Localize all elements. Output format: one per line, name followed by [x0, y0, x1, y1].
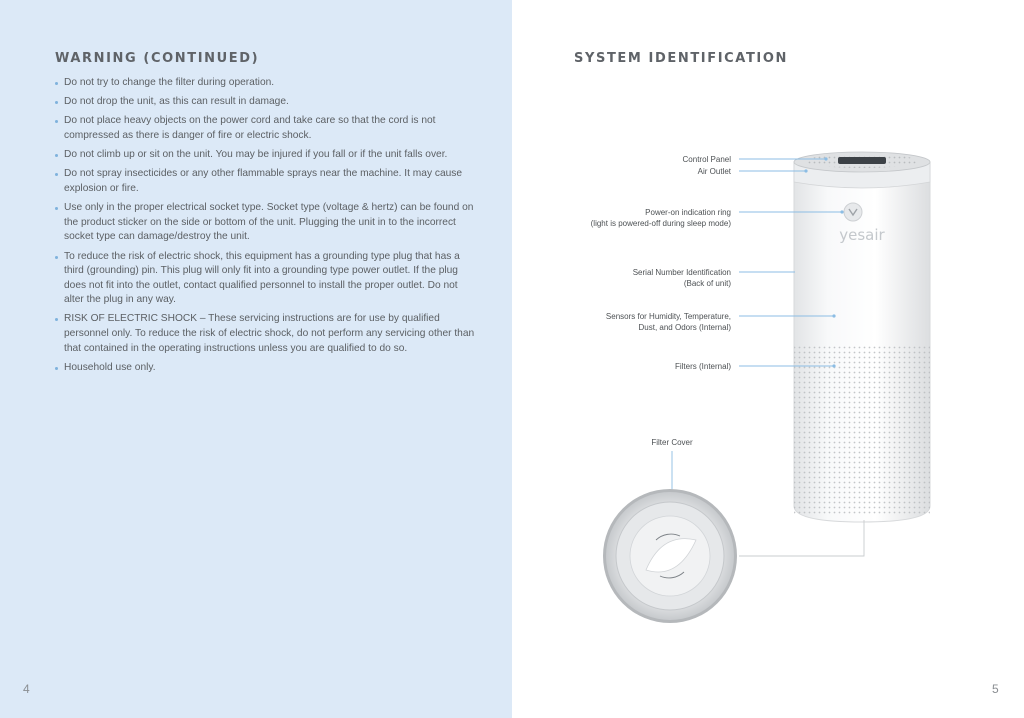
list-item: Household use only. [55, 361, 475, 376]
purifier-diagram [512, 0, 1024, 718]
right-page [512, 0, 1024, 718]
purifier-body [794, 152, 930, 522]
list-item: RISK OF ELECTRIC SHOCK – These servicing instructions are for use by qualified personnel only. To reduce the risk of electric shock, do not perform any servicing other than that contained in the operating instructions unless you are qualified to do so. [55, 312, 475, 356]
bullet-icon [55, 256, 58, 259]
warning-list [55, 76, 475, 380]
callout-air-outlet: Air Outlet [697, 167, 731, 176]
bullet-icon [55, 154, 58, 157]
callout-serial-number: Serial Number Identification (Back of unit) [632, 268, 731, 288]
list-item: Do not drop the unit, as this can result in damage. [55, 95, 475, 110]
system-identification-heading: SYSTEM IDENTIFICATION [574, 51, 788, 66]
callout-filter-cover: Filter Cover [651, 438, 693, 447]
callout-filters: Filters (Internal) [674, 362, 731, 371]
filter-cover [603, 489, 737, 623]
power-ring-icon [844, 203, 862, 221]
callout-control-panel: Control Panel [682, 155, 731, 164]
list-item: Do not place heavy objects on the power cord and take care so that the cord is not compressed as there is danger of fire or electric shock. [55, 114, 475, 143]
warning-heading: WARNING (CONTINUED) [55, 51, 260, 66]
callout-sensors: Sensors for Humidity, Temperature, Dust, and Odors (Internal) [605, 312, 731, 332]
perforated-grille [794, 344, 930, 514]
callout-power-ring: Power-on indication ring (light is powered-off during sleep mode) [590, 208, 731, 228]
bullet-icon [55, 120, 58, 123]
bullet-icon [55, 82, 58, 85]
list-item: Do not try to change the filter during operation. [55, 76, 475, 91]
list-item: Use only in the proper electrical socket type. Socket type (voltage & hertz) can be found on the product sticker on the side or bottom of the unit. Plugging the unit in to the incorrect socket type can damage/destroy the unit. [55, 201, 475, 245]
bullet-icon [55, 207, 58, 210]
control-panel-display [838, 157, 886, 164]
brand-logo: yesair [839, 226, 885, 244]
bullet-icon [55, 318, 58, 321]
list-item: Do not spray insecticides or any other flammable sprays near the machine. It may cause explosion or fire. [55, 167, 475, 196]
bullet-icon [55, 173, 58, 176]
page-number-left: 4 [23, 682, 30, 696]
list-item: To reduce the risk of electric shock, this equipment has a grounding type plug that has a third (grounding) pin. This plug will only fit into a grounding type power outlet. If the plug does not fit into the outlet, contact qualified personnel to install the proper outlet. Do not alter the plug in any way. [55, 250, 475, 308]
bullet-icon [55, 101, 58, 104]
bullet-icon [55, 367, 58, 370]
list-item: Do not climb up or sit on the unit. You may be injured if you fall or if the unit falls over. [55, 148, 475, 163]
page-number-right: 5 [992, 682, 999, 696]
